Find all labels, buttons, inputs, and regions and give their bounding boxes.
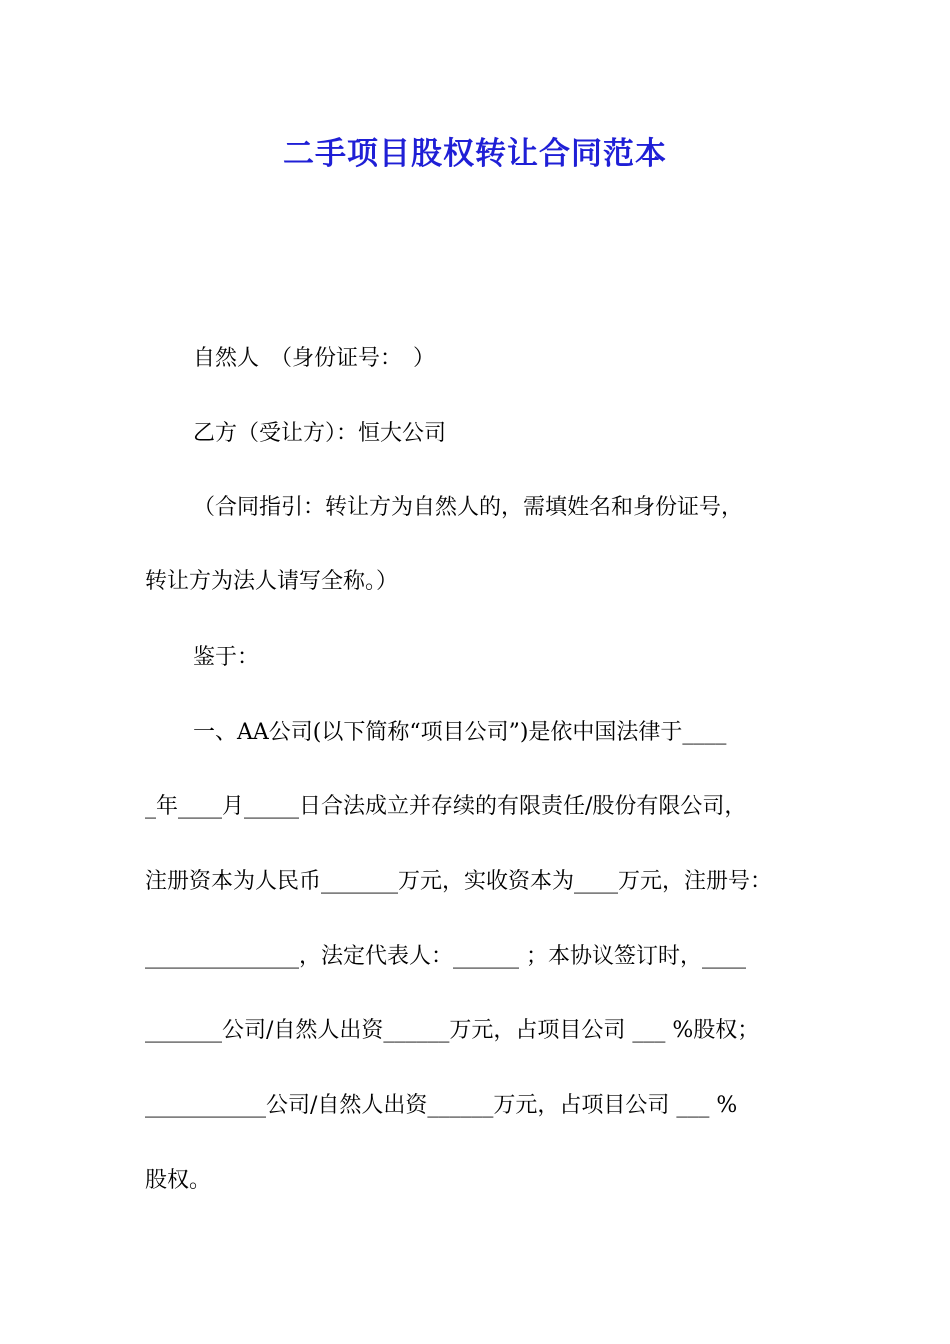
document-title: 二手项目股权转让合同范本: [283, 136, 667, 172]
party-a-line: 自然人 （身份证号： ）: [193, 346, 436, 371]
whereas-heading: 鉴于：: [193, 645, 260, 670]
clause-1-line-2: _年____月_____日合法成立并存续的有限责任/股份有限公司，: [145, 794, 747, 819]
clause-1-line-4: ______________，法定代表人：______ ；本协议签订时，____: [145, 944, 746, 969]
clause-1-line-1: 一、AA公司(以下简称“项目公司”)是依中国法律于____: [193, 720, 727, 745]
guide-line-2: 转让方为法人请写全称。）: [145, 569, 399, 594]
clause-1-line-6: ___________公司/自然人出资______万元，占项目公司 ___ %: [145, 1093, 738, 1118]
clause-1-line-3: 注册资本为人民币_______万元，实收资本为____万元，注册号：: [145, 869, 773, 894]
party-b-line: 乙方（受让方）：恒大公司: [193, 421, 447, 446]
guide-line-1: （合同指引：转让方为自然人的，需填姓名和身份证号，: [193, 495, 744, 520]
clause-1-line-5: _______公司/自然人出资______万元，占项目公司 ___ %股权；: [145, 1018, 760, 1043]
clause-1-line-7: 股权。: [145, 1168, 212, 1193]
